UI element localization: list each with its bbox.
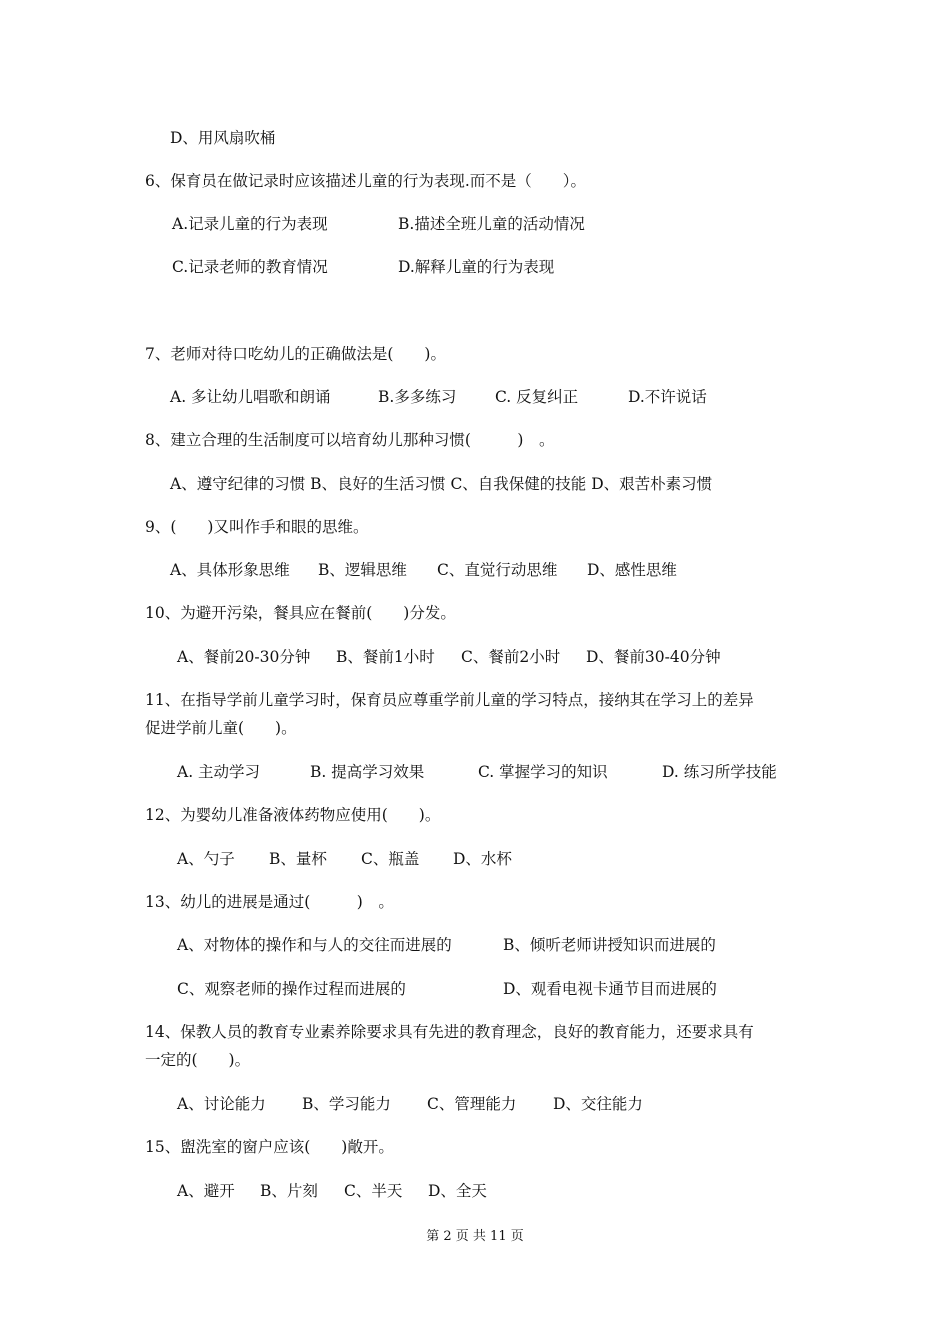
q5-option-d: D、用风扇吹桶 [170,129,276,147]
q13-option-a: A、对物体的操作和与人的交往而进展的 [177,936,452,954]
q6-option-c: C.记录老师的教育情况 [172,258,328,276]
q7-option-b: B.多多练习 [378,388,457,406]
page-footer: 第 2 页 共 11 页 [426,1229,524,1244]
q12-option-a: A、勺子 [177,850,235,868]
q13-option-d: D、观看电视卡通节目而进展的 [503,980,717,998]
q9-stem: 9、( )又叫作手和眼的思维。 [145,518,369,536]
q14-option-d: D、交往能力 [553,1095,643,1113]
q11-stem-line1: 11、在指导学前儿童学习时，保育员应尊重学前儿童的学习特点，接纳其在学习上的差异 [145,691,754,709]
q12-option-d: D、水杯 [453,850,512,868]
q7-option-c: C. 反复纠正 [495,388,579,406]
q15-option-c: C、半天 [344,1182,403,1200]
q6-option-a: A.记录儿童的行为表现 [172,215,328,233]
q12-option-c: C、瓶盖 [361,850,420,868]
q7-stem: 7、老师对待口吃幼儿的正确做法是( )。 [145,345,446,363]
q11-option-c: C. 掌握学习的知识 [478,763,608,781]
q15-option-b: B、片刻 [260,1182,318,1200]
q14-stem-line2: 一定的( )。 [145,1051,251,1069]
q13-stem: 13、幼儿的进展是通过( ) 。 [145,893,394,911]
q14-stem-line1: 14、保教人员的教育专业素养除要求具有先进的教育理念，良好的教育能力，还要求具有 [145,1023,754,1041]
q15-option-a: A、避开 [177,1182,235,1200]
q9-option-b: B、逻辑思维 [318,561,407,579]
q10-option-d: D、餐前30-40分钟 [586,648,721,666]
q9-option-c: C、直觉行动思维 [437,561,558,579]
q12-option-b: B、量杯 [269,850,327,868]
q11-stem-line2: 促进学前儿童( )。 [145,719,297,737]
q7-option-d: D.不许说话 [628,388,707,406]
q11-option-a: A. 主动学习 [177,763,261,781]
q8-options: A、遵守纪律的习惯 B、良好的生活习惯 C、自我保健的技能 D、艰苦朴素习惯 [170,475,713,493]
q7-option-a: A. 多让幼儿唱歌和朗诵 [170,388,331,406]
q11-option-d: D. 练习所学技能 [662,763,777,781]
q15-option-d: D、全天 [428,1182,487,1200]
q10-option-b: B、餐前1小时 [336,648,435,666]
q10-stem: 10、为避开污染，餐具应在餐前( )分发。 [145,604,456,622]
q14-option-a: A、讨论能力 [177,1095,266,1113]
q10-option-c: C、餐前2小时 [461,648,561,666]
q13-option-c: C、观察老师的操作过程而进展的 [177,980,406,998]
q14-option-b: B、学习能力 [302,1095,391,1113]
q9-option-d: D、感性思维 [587,561,677,579]
q6-stem: 6、保育员在做记录时应该描述儿童的行为表现.而不是（ ）。 [145,172,587,190]
q13-option-b: B、倾听老师讲授知识而进展的 [503,936,716,954]
q14-option-c: C、管理能力 [427,1095,517,1113]
q12-stem: 12、为婴幼儿准备液体药物应使用( )。 [145,806,441,824]
q10-option-a: A、餐前20-30分钟 [177,648,311,666]
q6-option-d: D.解释儿童的行为表现 [398,258,555,276]
q6-option-b: B.描述全班儿童的活动情况 [398,215,585,233]
q15-stem: 15、盥洗室的窗户应该( )敞开。 [145,1138,394,1156]
q9-option-a: A、具体形象思维 [170,561,290,579]
q8-stem: 8、建立合理的生活制度可以培育幼儿那种习惯( ) 。 [145,431,555,449]
q11-option-b: B. 提高学习效果 [310,763,425,781]
